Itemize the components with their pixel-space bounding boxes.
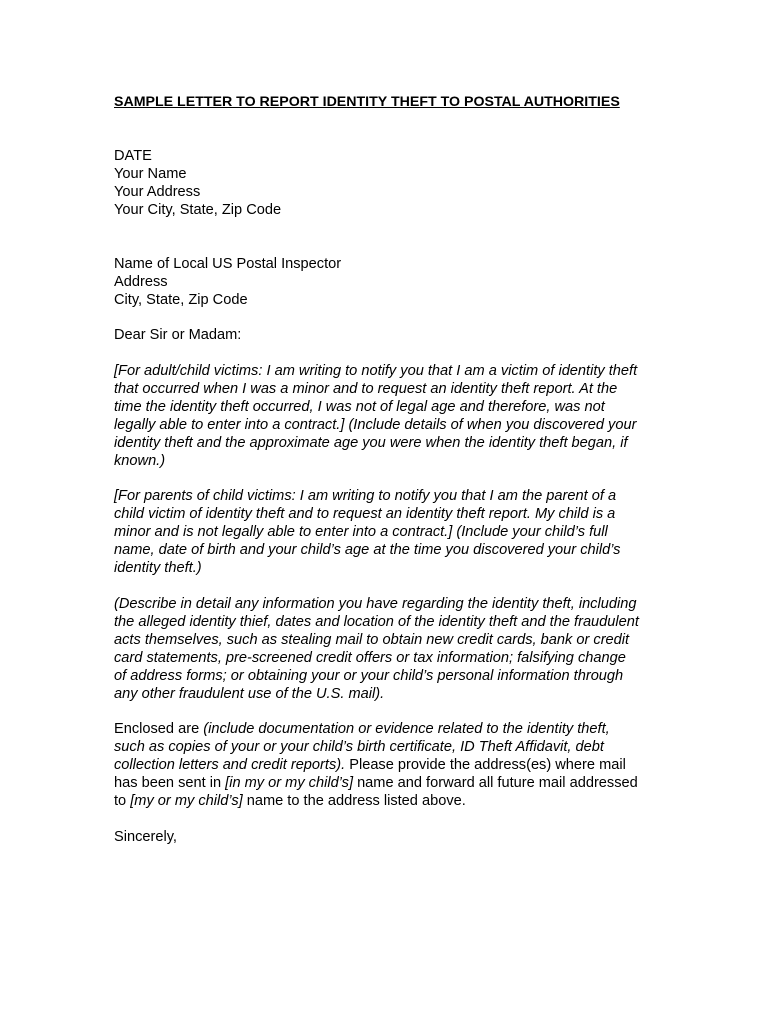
text-run: has been sent in <box>114 775 226 791</box>
paragraph-line: the alleged identity thief, dates and location of the identity theft and the fraudulent <box>114 614 639 630</box>
paragraph-line: acts themselves, such as stealing mail to obtain new credit cards, bank or credit <box>114 632 630 648</box>
text-run: name to the address listed above. <box>242 793 466 809</box>
paragraph-line <box>114 792 674 810</box>
paragraph-line: name, date of birth and your child’s age at the time you discovered your child’s <box>114 542 621 558</box>
paragraph-line: identity theft and the approximate age you were when the identity theft began, if <box>114 435 628 451</box>
paragraph-parents-child-victims <box>114 487 674 577</box>
sender-block <box>114 147 674 219</box>
paragraph-line: [For adult/child victims: I am writing to notify you that I am a victim of identity theft <box>114 363 638 379</box>
paragraph-line: such as copies of your or your child’s birth certificate, ID Theft Affidavit, debt <box>114 739 604 755</box>
text-run: Enclosed are <box>114 721 204 737</box>
paragraph-line <box>114 756 674 774</box>
text-run-italic: [my or my child’s] <box>130 793 243 809</box>
page-title: SAMPLE LETTER TO REPORT IDENTITY THEFT TO POSTAL AUTHORITIES <box>114 94 620 110</box>
text-run-italic: [in my or my child’s] <box>225 775 354 791</box>
paragraph-line: any other fraudulent use of the U.S. mail). <box>114 686 385 702</box>
sender-date: DATE <box>114 148 152 164</box>
text-run: name and forward all future mail addressed <box>353 775 638 791</box>
paragraph-line: [For parents of child victims: I am writing to notify you that I am the parent of a <box>114 488 617 504</box>
closing: Sincerely, <box>114 829 177 845</box>
text-run-italic: (include documentation or evidence related to the identity theft, <box>203 721 610 737</box>
paragraph-line: minor and is not legally able to enter into a contract.] (Include your child’s full <box>114 524 608 540</box>
paragraph-line: known.) <box>114 453 166 469</box>
text-run-italic: collection letters and credit reports). <box>114 757 346 773</box>
paragraph-describe-details <box>114 595 674 703</box>
text-run: Please provide the address(es) where mail <box>345 757 626 773</box>
paragraph-line: of address forms; or obtaining your or your child’s personal information through <box>114 668 624 684</box>
recipient-name: Name of Local US Postal Inspector <box>114 256 342 272</box>
paragraph-line: time the identity theft occurred, I was not of legal age and therefore, was not <box>114 399 605 415</box>
paragraph-line: identity theft.) <box>114 560 202 576</box>
closing-block <box>114 828 674 846</box>
salutation-block <box>114 326 674 344</box>
paragraph-line <box>114 774 674 792</box>
sender-address: Your Address <box>114 184 201 200</box>
recipient-city: City, State, Zip Code <box>114 292 248 308</box>
sender-city: Your City, State, Zip Code <box>114 202 282 218</box>
paragraph-line: legally able to enter into a contract.] (Include details of when you discovered your <box>114 417 637 433</box>
paragraph-line <box>114 720 674 738</box>
paragraph-line: card statements, pre-screened credit offers or tax information; falsifying change <box>114 650 626 666</box>
paragraph-line: that occurred when I was a minor and to request an identity theft report. At the <box>114 381 618 397</box>
paragraph-adult-child-victims <box>114 362 674 470</box>
sender-name: Your Name <box>114 166 187 182</box>
paragraph-line: child victim of identity theft and to request an identity theft report. My child is a <box>114 506 616 522</box>
recipient-address: Address <box>114 274 168 290</box>
paragraph-line: (Describe in detail any information you have regarding the identity theft, including <box>114 596 637 612</box>
recipient-block <box>114 255 674 309</box>
text-run: to <box>114 793 131 809</box>
salutation: Dear Sir or Madam: <box>114 327 242 343</box>
paragraph-enclosed <box>114 720 674 810</box>
